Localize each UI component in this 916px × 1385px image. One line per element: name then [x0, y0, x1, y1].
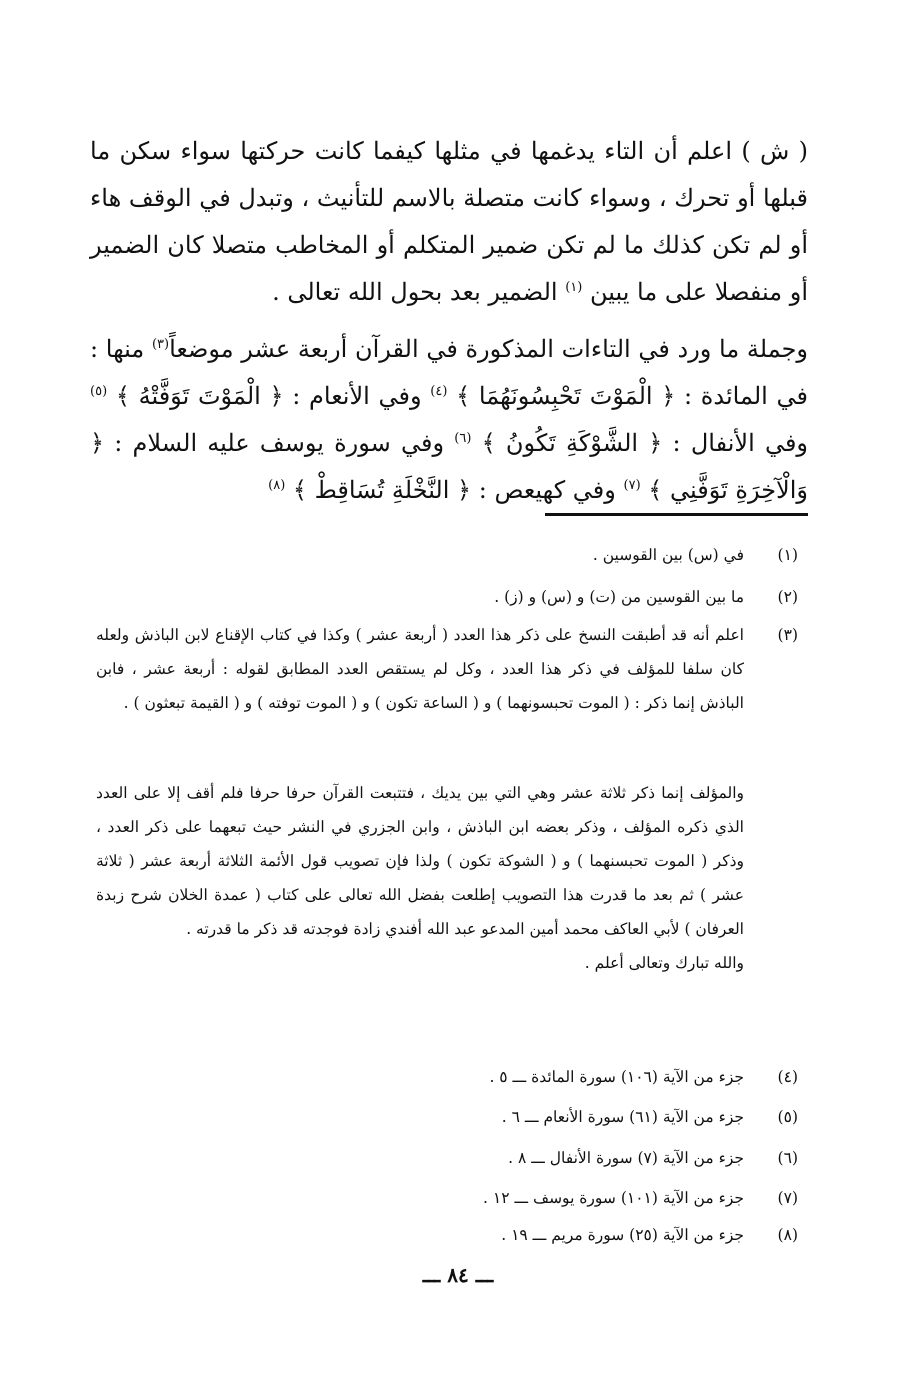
- footnote-5-text: جزء من الآية (٦١) سورة الأنعام ـــ ٦ .: [501, 1108, 744, 1126]
- paragraph-2-text-d: وفي الأنفال : ﴿ الشَّوْكَةِ تَكُونُ ﴾: [481, 429, 809, 457]
- footnote-1-text: في (س) بين القوسين .: [592, 546, 744, 564]
- footnote-3: [96, 618, 798, 720]
- footnote-8-text: جزء من الآية (٢٥) سورة مريم ـــ ١٩ .: [501, 1226, 744, 1244]
- footnote-3-closing: والله تبارك وتعالى أعلم .: [584, 954, 744, 972]
- footnote-ref-1: (١): [565, 280, 583, 295]
- footnote-ref-5: (٥): [90, 384, 108, 399]
- footnote-2: [96, 580, 798, 614]
- footnote-4: [96, 1060, 798, 1094]
- footnote-7-text: جزء من الآية (١٠١) سورة يوسف ـــ ١٢ .: [483, 1189, 744, 1207]
- footnote-ref-8: (٨): [268, 478, 286, 493]
- footnote-7-number: (٧): [777, 1189, 798, 1207]
- paragraph-2: [90, 326, 808, 514]
- footnote-ref-6: (٦): [454, 431, 472, 446]
- footnote-5: [96, 1100, 798, 1134]
- paragraph-2-text-e: وفي سورة يوسف عليه السلام : ﴿ وَالْآخِرَةِ تَوَفَّنِي ﴾: [90, 429, 808, 504]
- footnote-5-number: (٥): [777, 1108, 798, 1126]
- footnote-6-text: جزء من الآية (٧) سورة الأنفال ـــ ٨ .: [508, 1149, 744, 1167]
- footnote-ref-4: (٤): [430, 384, 448, 399]
- footnote-3-continuation: [96, 776, 744, 980]
- paragraph-2-text-a: وجملة ما ورد في التاءات المذكورة في القرآن أربعة عشر موضعاً: [169, 335, 809, 363]
- paragraph-2-text-b: منها : في المائدة : ﴿ الْمَوْتَ تَحْبِسُونَهُمَا ﴾: [90, 335, 808, 410]
- footnote-2-number: (٢): [777, 588, 798, 606]
- footnote-1-number: (١): [777, 546, 798, 564]
- paragraph-1-tail: الضمير بعد بحول الله تعالى .: [272, 278, 558, 306]
- paragraph-1: [90, 128, 808, 316]
- footnote-ref-3: (٣): [151, 337, 170, 352]
- paragraph-2-text-f: وفي كهيعص : ﴿ النَّخْلَةِ تُسَاقِطْ ﴾: [292, 476, 616, 504]
- footnote-6: [96, 1141, 798, 1175]
- footnote-4-text: جزء من الآية (١٠٦) سورة المائدة ـــ ٥ .: [489, 1068, 744, 1086]
- paragraph-1-text: ( ش ) اعلم أن التاء يدغمها في مثلها كيفما كانت حركتها سواء سكن ما قبلها أو تحرك ، وسواء كانت متصلة بالاسم للتأنيث ، وتبدل في الوقف هاء أو لم تكن كذلك ما لم تكن ضمير المتكلم أو المخاطب متصلا كان الضمير أو منفصلا على ما يبين: [90, 137, 808, 306]
- page-number: ـــ ٨٤ ـــ: [422, 1263, 494, 1287]
- footnote-8: [96, 1218, 798, 1252]
- footnote-3-number: (٣): [777, 626, 798, 644]
- footnote-6-number: (٦): [777, 1149, 798, 1167]
- main-text: [90, 128, 808, 514]
- footnote-ref-7: (٧): [623, 478, 641, 493]
- footnote-2-text: ما بين القوسين من (ت) و (س) و (ز) .: [494, 588, 744, 606]
- footnote-3-continuation-text: والمؤلف إنما ذكر ثلاثة عشر وهي التي بين يديك ، فتتبعت القرآن حرفا حرفا فلم أقف إلا على العدد الذي ذكره المؤلف ، وذكر بعضه ابن الباذش ، وابن الجزري في النشر حيث تبعهما على ذكر العدد ، وذكر ( الموت تحبسنهما ) و ( الشوكة تكون ) ولذا فإن تصويب قول الأئمة الثلاثة أربعة عشر ( ثلاثة عشر ) ثم بعد ما قدرت هذا التصويب إطلعت بفضل الله تعالى على كتاب ( عمدة الخلان شرح زبدة العرفان ) لأبي العاكف محمد أمين المدعو عبد الله أفندي زادة فوجدته قد ذكر ما قدرته .: [96, 784, 744, 938]
- footnote-7: [96, 1181, 798, 1215]
- footnote-separator: [545, 513, 808, 516]
- paragraph-2-text-c: وفي الأنعام : ﴿ الْمَوْتَ تَوَفَّتْهُ ﴾: [115, 382, 422, 410]
- footnote-1: [96, 538, 798, 572]
- footnote-4-number: (٤): [777, 1068, 798, 1086]
- footnote-3-text: اعلم أنه قد أطبقت النسخ على ذكر هذا العدد ( أربعة عشر ) وكذا في كتاب الإقناع لابن الباذش ولعله كان سلفا للمؤلف في ذكر هذا العدد ، وكل لم يستقص العدد المطابق لقوله : أربعة عشر ، فابن الباذش إنما ذكر : ( الموت تحبسونهما ) و ( الساعة تكون ) و ( الموت توفته ) و ( القيمة تبعثون ) .: [96, 626, 744, 712]
- footnote-8-number: (٨): [777, 1226, 798, 1244]
